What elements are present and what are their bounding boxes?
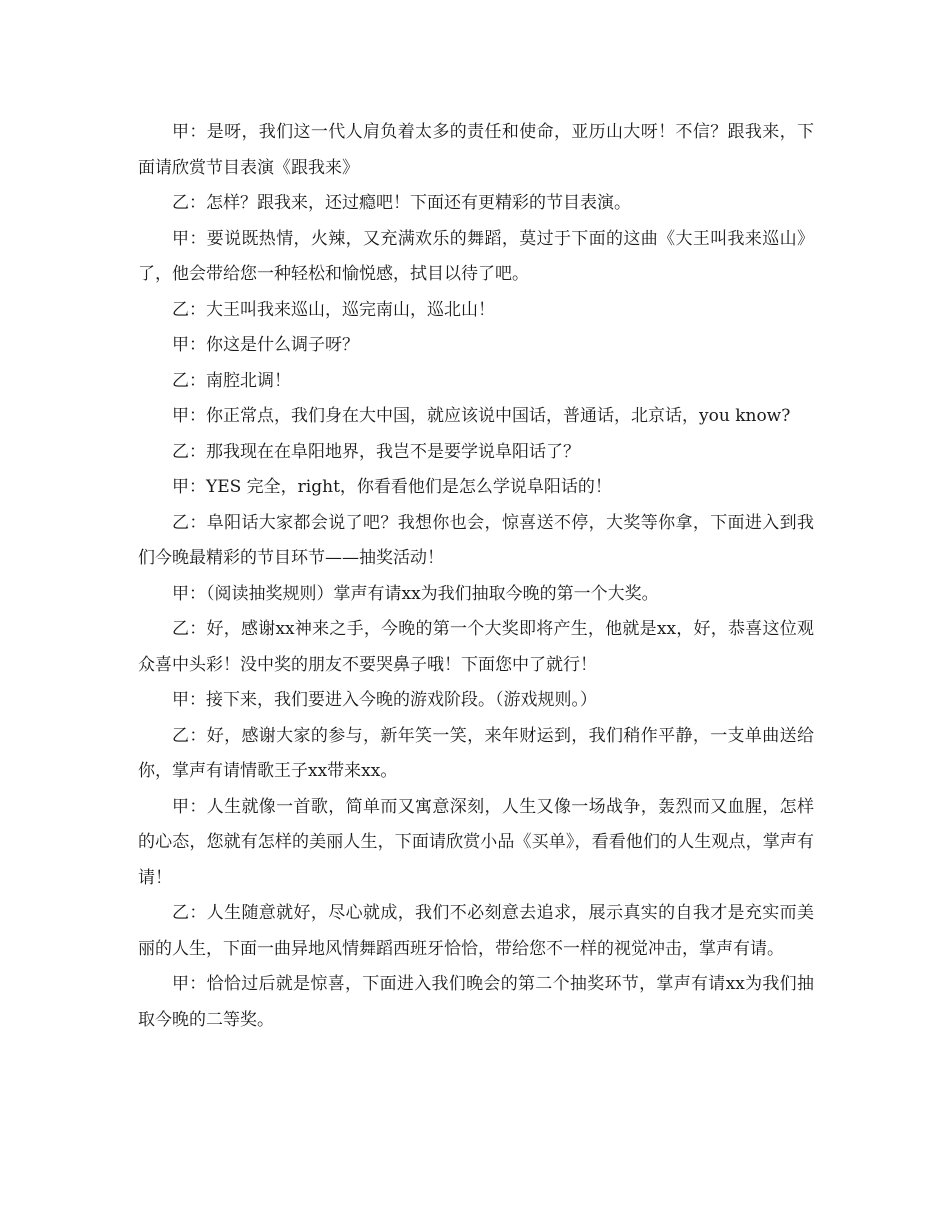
paragraph: 乙：好，感谢xx神来之手，今晚的第一个大奖即将产生，他就是xx，好，恭喜这位观众喜中头彩！没中奖的朋友不要哭鼻子哦！下面您中了就行！ [138, 619, 814, 675]
paragraph: 乙：南腔北调！ [172, 370, 291, 391]
paragraph: 乙：阜阳话大家都会说了吧？我想你也会，惊喜送不停，大奖等你拿，下面进入到我们今晚最精彩的节目环节——抽奖活动！ [138, 512, 814, 568]
paragraph: 甲：人生就像一首歌，简单而又寓意深刻，人生又像一场战争，轰烈而又血腥，怎样的心态，您就有怎样的美丽人生，下面请欣赏小品《买单》，看看他们的人生观点，掌声有请！ [138, 796, 814, 888]
paragraph: 乙：怎样？跟我来，还过瘾吧！下面还有更精彩的节目表演。 [172, 193, 631, 213]
paragraph: 乙：人生随意就好，尽心就成，我们不必刻意去追求，展示真实的自我才是充实而美丽的人生，下面一曲异地风情舞蹈西班牙恰恰，带给您不一样的视觉冲击，掌声有请。 [138, 903, 814, 959]
paragraph: 乙：那我现在在阜阳地界，我岂不是要学说阜阳话了？ [172, 441, 580, 462]
paragraph: 甲：你这是什么调子呀？ [172, 335, 359, 355]
paragraph: 甲：要说既热情，火辣，又充满欢乐的舞蹈，莫过于下面的这曲《大王叫我来巡山》了，他会带给您一种轻松和愉悦感，拭目以待了吧。 [138, 228, 814, 284]
paragraph: 甲：接下来，我们要进入今晚的游戏阶段。（游戏规则。） [172, 690, 597, 710]
paragraph: 乙：大王叫我来巡山，巡完南山，巡北山！ [172, 299, 495, 320]
paragraph: 甲：YES 完全，right，你看看他们是怎么学说阜阳话的！ [172, 477, 612, 497]
paragraph: 甲：（阅读抽奖规则）掌声有请xx为我们抽取今晚的第一个大奖。 [172, 583, 659, 604]
paragraph: 甲：是呀，我们这一代人肩负着太多的责任和使命，亚历山大呀！不信？跟我来，下面请欣赏节目表演《跟我来》 [138, 122, 814, 178]
paragraph: 甲：你正常点，我们身在大中国，就应该说中国话，普通话，北京话，you know? [172, 406, 791, 426]
paragraph: 乙：好，感谢大家的参与，新年笑一笑，来年财运到，我们稍作平静，一支单曲送给你，掌声有请情歌王子xx带来xx。 [138, 725, 814, 781]
paragraph: 甲：恰恰过后就是惊喜，下面进入我们晚会的第二个抽奖环节，掌声有请xx为我们抽取今晚的二等奖。 [138, 974, 814, 1030]
document-body [138, 115, 814, 1038]
